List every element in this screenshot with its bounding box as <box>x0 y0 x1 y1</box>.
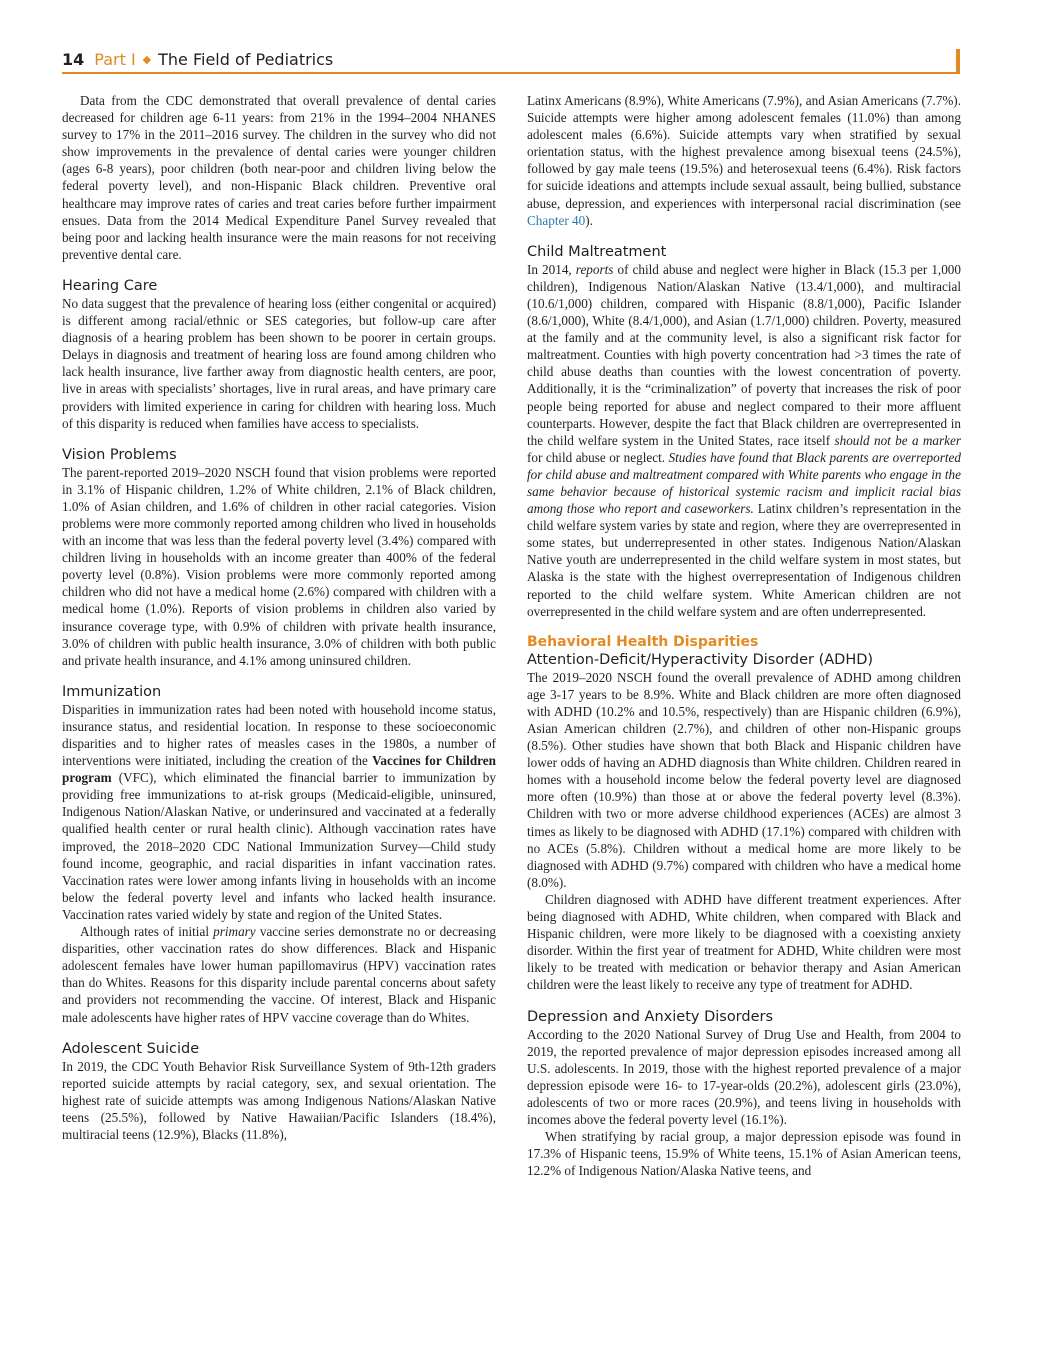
page-number: 14 <box>62 50 85 69</box>
heading-depression-anxiety: Depression and Anxiety Disorders <box>527 1008 774 1025</box>
text-run: In 2014, <box>527 261 576 277</box>
text-run: ). <box>585 212 593 228</box>
heading-adhd: Attention-Deficit/Hyperactivity Disorder (ADHD) <box>527 651 874 668</box>
chapter-40-link[interactable]: Chapter 40 <box>527 212 586 228</box>
paragraph-suicide-continued <box>527 92 961 229</box>
paragraph-adolescent-suicide: In 2019, the CDC Youth Behavior Risk Surveillance System of 9th-12th graders reported suicide attempts by racial category, sex, and sexual orientation. The highest rate of suicide attempts was among Indigenous Nations/Alaskan Native teens (25.5%), followed by Native Hawaiian/Pacific Islanders (18.4%), multiracial teens (12.9%), Blacks (11.8%), <box>62 1058 496 1142</box>
vfc-program-term: Vaccines for Children program <box>62 753 496 786</box>
header-tab-mark <box>956 49 960 74</box>
right-column <box>527 92 961 1179</box>
paragraph-depression: According to the 2020 National Survey of Drug Use and Health, from 2004 to 2019, the reported prevalence of major depression episodes increased among all U.S. adolescents. In 2019, those with the highest reported prevalence of a major depression episode were 16- to 17-year-olds (20.2%), adolescent girls (23.0%), adolescents of two or more races (20.9%), and teens living in households with incomes above the federal poverty level (16.1%). <box>527 1026 961 1127</box>
paragraph-immunization <box>62 701 496 923</box>
text-run: Although rates of initial <box>80 924 214 940</box>
text-run: Latinx Americans (8.9%), White Americans (7.9%), and Asian Americans (7.7%). Suicide attempts were higher among adolescent females (11.0%) than among adolescent males (6.6%). Suicide attempts vary when stratified by sexual orientation status, with the highest prevalence among bisexual teens (24.5%), followed by gay male teens (19.5%) and heterosexual teens (6.4%). Risk factors for suicide ideations and attempts include sexual assault, being bullied, substance abuse, depression, and experiences with interpersonal racial discrimination (see <box>527 93 961 211</box>
running-title: The Field of Pediatrics <box>158 50 334 69</box>
heading-adolescent-suicide: Adolescent Suicide <box>62 1040 200 1057</box>
emphasis-reports: reports <box>575 261 614 277</box>
paragraph-depression-2: When stratifying by racial group, a major depression episode was found in 17.3% of Hispanic teens, 15.9% of White teens, 15.1% of Asian American teens, 12.2% of Indigenous Nation/Alaska Native teens, and <box>527 1129 961 1179</box>
heading-vision-problems: Vision Problems <box>62 446 177 463</box>
emphasis-studies: Studies have found that Black parents are overreported for child abuse and maltreatment compared with White parents who engage in the same behavior because of historical systemic racism and implicit racial bias among those who report and caseworkers. <box>527 449 961 517</box>
header-rule <box>62 72 958 74</box>
paragraph-immunization-2 <box>62 923 496 1026</box>
emphasis-primary: primary <box>213 924 256 940</box>
paragraph-adhd: The 2019–2020 NSCH found the overall prevalence of ADHD among children age 3-17 years to be 8.9%. White and Black children are more often diagnosed with ADHD (10.2% and 10.5%, respectively) than are Hispanic children (6.9%), Asian American children (2.7%), and children of other non-Hispanic groups (8.5%). Other studies have shown that both Black and Hispanic children have lower odds of having an ADHD diagnosis than White children. Children reared in homes with a household income below the federal poverty level are diagnosed more often (10.9%) than those at or above the federal poverty level (8.3%). Children with two or more adverse childhood experiences (ACEs) are almost 3 times as likely to be diagnosed with ADHD (17.1%) compared with children with no ACEs (5.8%). Children without a medical home are more likely to be diagnosed with ADHD (9.7%) compared with children who have a medical home (8.0%). <box>527 669 961 890</box>
diamond-icon: ◆ <box>142 53 152 66</box>
text-run: Disparities in immunization rates had been noted with household income status, insurance status, and residential location. In response to these socioeconomic disparities and to higher rates of measles cases in the 1980s, a number of interventions were initiated, including the creation of the <box>62 701 496 769</box>
running-header <box>62 49 960 73</box>
heading-behavioral-health-disparities: Behavioral Health Disparities <box>527 633 759 650</box>
paragraph-vision-problems: The parent-reported 2019–2020 NSCH found that vision problems were reported in 3.1% of Hispanic children, 1.2% of White children, 2.1% of Black children, 1.0% of Asian children, and 1.6% of children in other racial categories. Vision problems were more commonly reported among children who lived in households with an income that was less than the federal poverty level (3.4%) compared with children living in households with an income greater than 400% of the federal poverty level (0.8%). Vision problems were more commonly reported among children who did not have a medical home (2.6%) compared with children with a medical home (1.0%). Reports of vision problems in children also varied by insurance coverage type, with 0.9% of children with private health insurance, 3.0% of children with public health insurance, 3.0% of children with both public and private health insurance, and 4.1% among uninsured children. <box>62 464 496 668</box>
text-run: Latinx children’s representation in the child welfare system varies by state and region, where they are overrepresented in some states, but underrepresented in other states. Indigenous Nation/Alaskan Native youth are underrepresented in the child welfare system in most states, but Alaska is the state with the highest overrepresentation of Indigenous children reported to the child welfare system. White American children are not overrepresented in the child welfare system and are often underrepresented. <box>527 501 961 619</box>
paragraph-dental-care: Data from the CDC demonstrated that overall prevalence of dental caries decreased for children age 6-11 years: from 21% in the 1994–2004 NHANES survey to 17% in the 2011–2016 survey. The children in the survey who did not show improvements in the prevalence of dental caries were younger children (ages 6-8 years), poor children (both near-poor and children living below the federal poverty level), and non-Hispanic Black children. Preventive oral healthcare may improve rates of caries and treat caries before further impairment ensues. Data from the 2014 Medical Expenditure Panel Survey revealed that being poor and lacking health insurance were the main reasons for not receiving preventive dental care. <box>62 93 496 262</box>
heading-hearing-care: Hearing Care <box>62 277 158 294</box>
heading-immunization: Immunization <box>62 683 162 700</box>
text-run: for child abuse or neglect. <box>527 449 669 465</box>
paragraph-adhd-2: Children diagnosed with ADHD have different treatment experiences. After being diagnosed with ADHD, White children, when compared with Black and Hispanic children, were more likely to be diagnosed with a coexisting anxiety disorder. Within the first year of treatment for ADHD, White children were most likely to be treated with medication or behavior therapy and Asian American children were the least likely to receive any type of treatment for ADHD. <box>527 891 961 993</box>
left-column <box>62 92 496 1143</box>
part-label: Part I <box>94 50 136 69</box>
emphasis-marker: should not be a marker <box>834 432 961 448</box>
text-run: (VFC), which eliminated the financial barrier to immunization by providing free immunizations to at-risk groups (Medicaid-eligible, uninsured, Indigenous Nation/Alaskan Native, or underinsured and vaccinated at a federally qualified health center or rural health clinic). Although vaccination rates have improved, the 2018–2020 CDC National Immunization Survey—Child study found income, geographic, and racial disparities in infant vaccination rates. Vaccination rates were lower among infants living in households with an income below the federal poverty level and infants who lacked health insurance. Vaccination rates varied widely by state and region of the United States. <box>62 770 496 922</box>
heading-child-maltreatment: Child Maltreatment <box>527 243 667 260</box>
text-run: of child abuse and neglect were higher in Black (15.3 per 1,000 children), Indigenous Nation/Alaskan Native (13.4/1,000), and multiracial (10.6/1,000) children, compared with Hispanic (8.8/1,000), Pacific Islander (8.6/1,000), White (8.4/1,000), and Asian (1.7/1,000) children. Poverty, measured at the family and at the community level, is also a significant risk factor for maltreatment. Counties with high poverty concentration had >3 times the rate of child abuse deaths than counties with the lowest concentration of poverty. Additionally, it is the “criminalization” of poverty that increases the risk of poor people being reported for abuse and neglect compared to their more affluent counterparts. However, despite the fact that Black children are overrepresented in the child welfare system in the United States, race itself <box>527 261 961 448</box>
paragraph-child-maltreatment <box>527 261 961 620</box>
text-run: vaccine series demonstrate no or decreasing disparities, other vaccination rates do show differences. Black and Hispanic adolescent females have lower human papillomavirus (HPV) vaccination rates than do Whites. Reasons for this disparity include parental concerns about safety and providers not recommending the vaccine. Of interest, Black and Hispanic male adolescents have higher rates of HPV vaccine coverage than do Whites. <box>62 924 497 1025</box>
paragraph-hearing-care: No data suggest that the prevalence of hearing loss (either congenital or acquired) is different among racial/ethnic or SES categories, but follow-up care after diagnosis of a hearing problem has been shown to be poorer in certain groups. Delays in diagnosis and treatment of hearing loss are found among children who lack health insurance, live farther away from diagnostic health centers, are poor, live in areas with specialists’ shortages, live in rural areas, and have primary care providers with limited experience in caring for children with hearing loss. Much of this disparity is reduced when families have access to specialists. <box>62 295 496 431</box>
